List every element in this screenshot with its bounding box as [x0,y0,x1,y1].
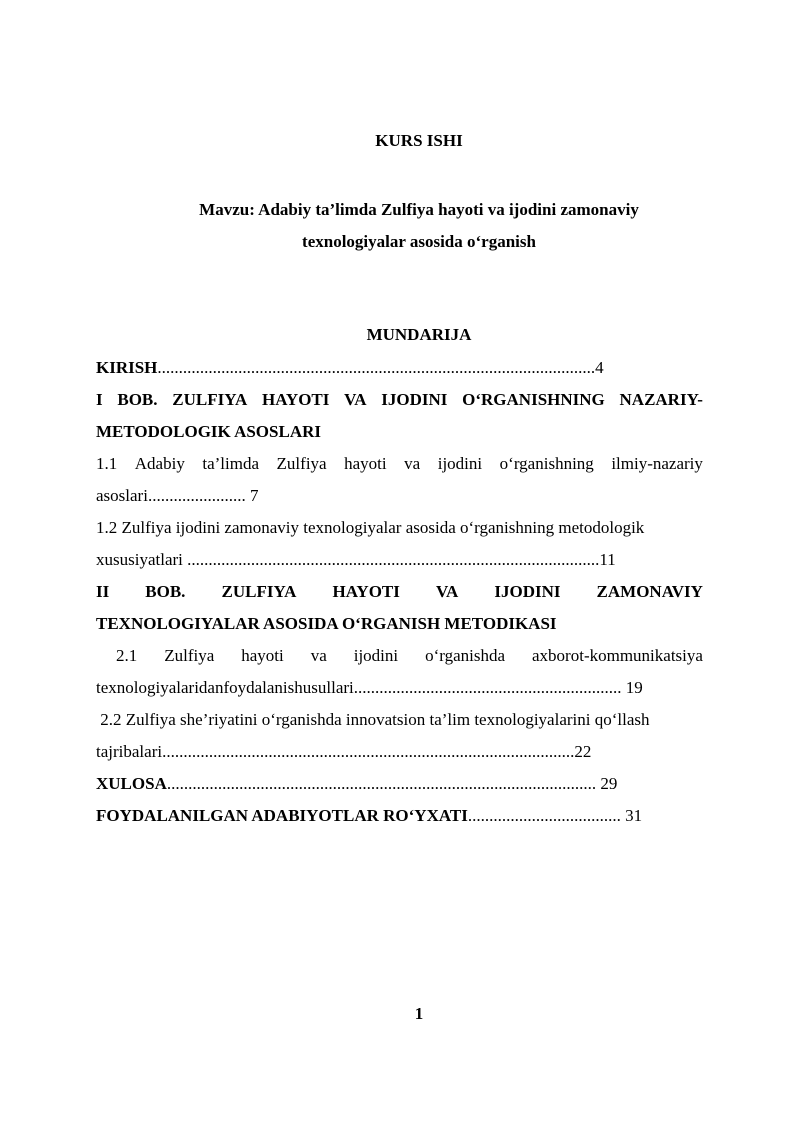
toc-entry-2-1-line2[interactable] [96,672,703,704]
toc-word: 1.1 [96,454,118,473]
toc-leader: .................................... [467,806,621,825]
toc-word: BOB. [145,582,186,601]
toc-word: ijodini [437,454,483,473]
toc-entry-2-2-line1[interactable]: 2.2 Zulfiya she’riyatini o‘rganishda innovatsion ta’lim texnologiyalarini qo‘llash [96,710,650,729]
toc-leader: ................................................................................................. [162,742,575,761]
toc-word: ta’limda [202,454,260,473]
topic-line-2: texnologiyalar asosida o‘rganish [302,232,536,251]
toc-page-number: 19 [621,678,643,697]
toc-heading: MUNDARIJA [366,325,472,344]
toc-word: IJODINI [494,582,561,601]
toc-entry-label: asoslari [96,486,148,505]
toc-word: ZAMONAVIY [596,582,703,601]
toc-word: ilmiy-nazariy [611,454,703,473]
toc-leader: ....................................................................................................... [157,358,596,377]
toc-entry-bob2-line1[interactable] [96,576,703,608]
toc-entry-1-1-line2[interactable] [96,480,703,512]
toc-word: 2.1 [116,646,138,665]
toc-entry-label: tajribalari [96,742,163,761]
toc-page-number: 31 [620,806,643,825]
toc-word: hayoti [241,646,284,665]
toc-entry-bob1-line2[interactable]: METODOLOGIK ASOSLARI [96,422,321,441]
toc-word: o‘rganishda [425,646,506,665]
toc-word: Zulfiya [276,454,327,473]
toc-leader: ....................... [147,486,246,505]
toc-entry-foydalanilgan[interactable] [96,800,703,832]
toc-word: Zulfiya [164,646,215,665]
toc-entry-label: texnologiyalaridanfoydalanishusullari [96,678,354,697]
topic-line-1: Mavzu: Adabiy ta’limda Zulfiya hayoti va ijodini zamonaviy [199,200,639,219]
toc-word: HAYOTI [332,582,400,601]
toc-entry-label: XULOSA [96,774,167,793]
toc-page-number: 22 [574,742,592,761]
toc-word: axborot-kommunikatsiya [532,646,703,665]
toc-leader: ..................................................................................................... [166,774,597,793]
toc-entry-label: KIRISH [96,358,158,377]
toc-entry-1-1-line1[interactable] [96,448,703,480]
toc-entry-2-1-line1[interactable] [96,640,703,672]
toc-word: hayoti [344,454,387,473]
toc-word: ijodini [353,646,399,665]
toc-entry-bob2-line2[interactable]: TEXNOLOGIYALAR ASOSIDA O‘RGANISH METODIKASI [96,614,557,633]
table-of-contents [96,352,703,832]
toc-word: HAYOTI [261,390,330,409]
toc-word: BOB. [117,390,158,409]
toc-word: VA [435,582,459,601]
toc-word: NAZARIY- [619,390,703,409]
toc-word: O‘RGANISHNING [462,390,605,409]
toc-word: ZULFIYA [172,390,248,409]
toc-word: o‘rganishning [499,454,594,473]
toc-leader: ............................................................... [353,678,622,697]
toc-page-number: 7 [249,486,259,505]
toc-entry-1-2-line1[interactable]: 1.2 Zulfiya ijodini zamonaviy texnologiyalar asosida o‘rganishning metodologik [96,518,645,537]
toc-word: va [310,646,327,665]
toc-page-number: 11 [599,550,616,569]
toc-entry-1-2-line2[interactable] [96,544,703,576]
toc-entry-xulosa[interactable] [96,768,703,800]
toc-word: VA [344,390,367,409]
page-number: 1 [414,1004,424,1023]
topic-heading [0,194,800,258]
toc-word: I [96,390,103,409]
document-title: KURS ISHI [375,131,463,150]
toc-word: ZULFIYA [221,582,297,601]
toc-word: II [96,582,110,601]
toc-word: va [404,454,421,473]
toc-entry-label: xususiyatlari [96,550,188,569]
toc-entry-bob1-line1[interactable] [96,384,703,416]
toc-leader: ................................................................................................. [187,550,600,569]
toc-word: Adabiy [134,454,185,473]
toc-entry-label: FOYDALANILGAN ADABIYOTLAR RO‘YXATI [96,806,468,825]
toc-word: IJODINI [381,390,448,409]
toc-page-number: 29 [596,774,618,793]
toc-page-number: 4 [595,358,604,377]
toc-entry-2-2-line2[interactable] [96,736,703,768]
toc-entry-kirish[interactable] [96,352,703,384]
